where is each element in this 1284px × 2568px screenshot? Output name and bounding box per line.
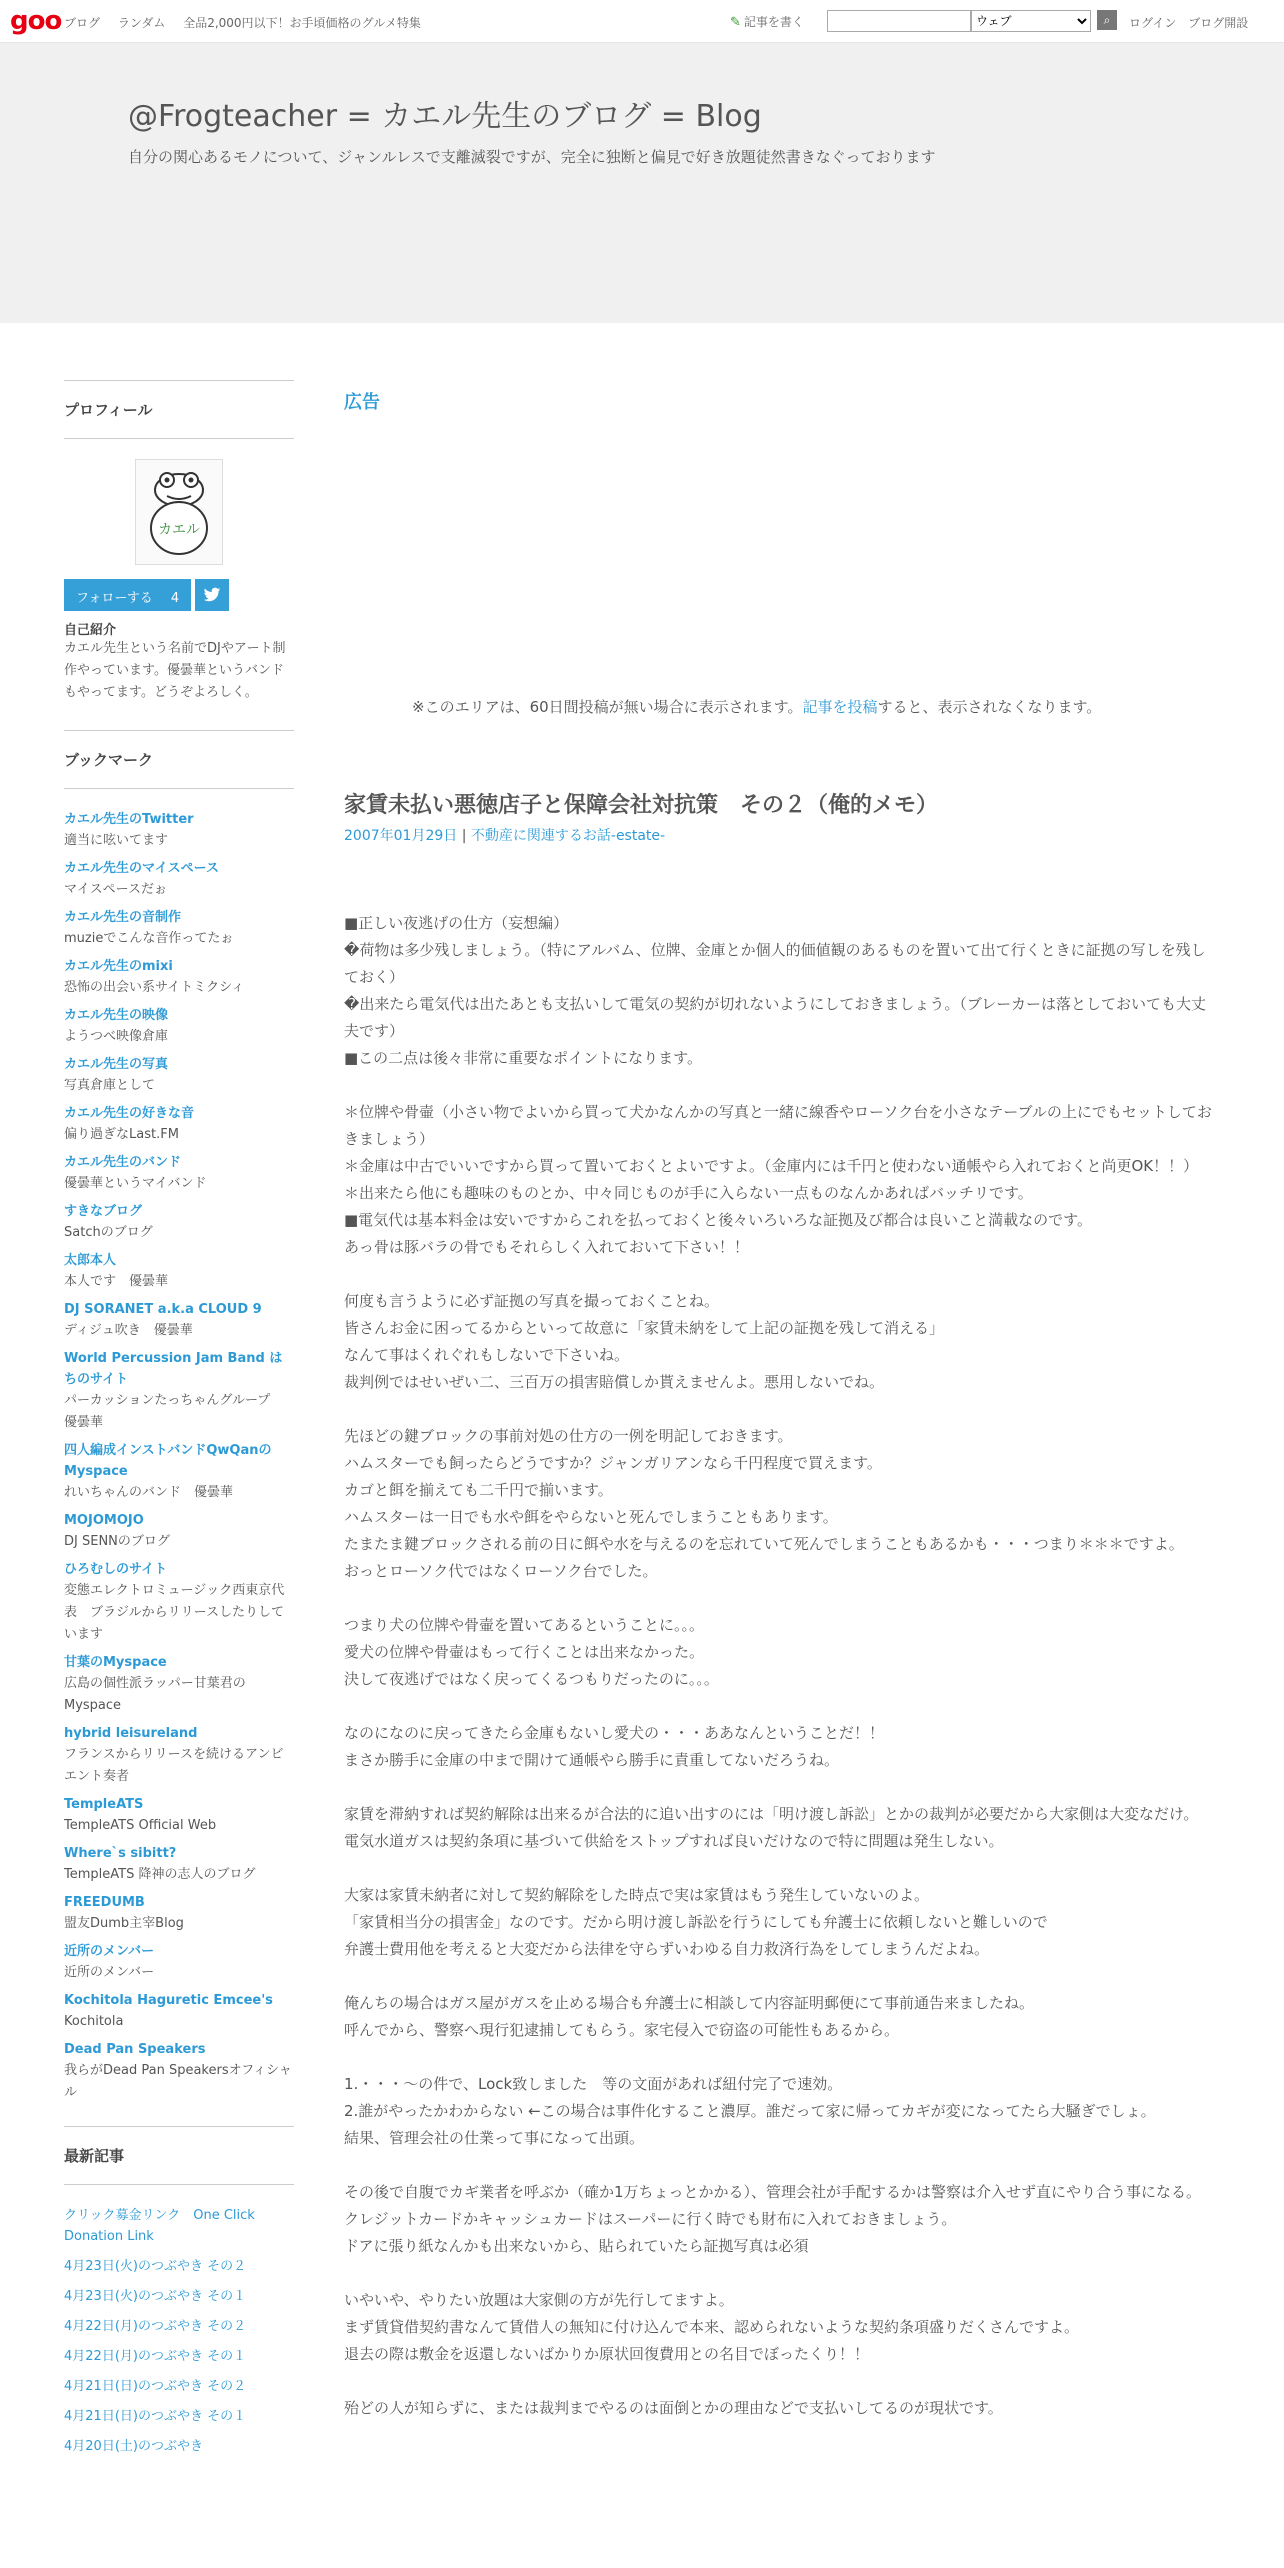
bookmark-item (64, 1990, 294, 2033)
bookmark-desc: マイスペースだぉ (64, 882, 167, 897)
bookmark-item (64, 1440, 294, 1504)
bookmark-item (64, 1794, 294, 1837)
post-paragraph: あっ骨は豚バラの骨でもそれらしく入れておいて下さい！！ (344, 1238, 749, 1256)
blog-start-link[interactable]: ブログ開設 (1188, 16, 1249, 30)
bookmark-link[interactable]: 四人編成インストバンドQwQanのMyspace (64, 1443, 272, 1479)
bookmark-desc: 盟友Dumb主宰Blog (64, 1916, 184, 1931)
recent-post-link[interactable]: 4月23日(火)のつぶやき その１ (64, 2289, 247, 2304)
bookmark-desc: 優曇華というマイバンド (64, 1176, 207, 1191)
post-paragraph: ＊出来たら他にも趣味のものとか、中々同じものが手に入らない一点ものなんかあればバッチリです。 (344, 1184, 1033, 1202)
bookmark-desc: 偏り過ぎなLast.FM (64, 1127, 179, 1142)
bookmark-link[interactable]: TempleATS (64, 1797, 144, 1812)
bookmark-item (64, 1152, 294, 1195)
bookmark-item (64, 1723, 294, 1788)
bookmark-item (64, 1652, 294, 1717)
top-link-blog[interactable]: ブログ (64, 16, 101, 30)
ad-title: 広告 (344, 392, 380, 413)
post-paragraph: ■電気代は基本料金は安いですからこれを払っておくと後々いろいろな証拠及び都合は良いこと満載なのです。 (344, 1211, 1092, 1229)
bookmark-item (64, 1250, 294, 1293)
bookmark-desc: 変態エレクトロミュージック西東京代表 ブラジルからリリースしたりしています (64, 1583, 285, 1642)
recent-post-link[interactable]: 4月21日(日)のつぶやき その２ (64, 2379, 247, 2394)
recent-post-link[interactable]: 4月21日(日)のつぶやき その１ (64, 2409, 247, 2424)
post-paragraph: ハムスターは一日でも水や餌をやらないと死んでしまうこともあります。 (344, 1508, 838, 1526)
follow-label: フォローする (76, 591, 153, 606)
bookmark-desc: フランスからリリースを続けるアンビエント奏者 (64, 1747, 284, 1784)
post-paragraph: �出来たら電気代は出たあとも支払いして電気の契約が切れないようにしておきましょう。（ブレーカーは落としておいても大丈夫です） (344, 995, 1206, 1040)
follow-row (64, 579, 294, 611)
bookmark-item (64, 1559, 294, 1646)
post-paragraph: ■正しい夜逃げの仕方（妄想編） (344, 914, 569, 932)
post-date[interactable]: 2007年01月29日 (344, 828, 458, 844)
sidebar (64, 380, 294, 2466)
bookmark-link[interactable]: 近所のメンバー (64, 1944, 155, 1959)
search-button[interactable] (1097, 10, 1117, 30)
post-paragraph: 1.・・・～の件で、Lock致しました 等の文面があれば紐付完了で速効。 (344, 2075, 843, 2093)
recent-title: 最新記事 (64, 2126, 294, 2185)
post-paragraph: 「家賃相当分の損害金」なのです。だから明け渡し訴訟を行うにしても弁護士に依頼しないと難しいので (344, 1913, 1048, 1931)
bookmark-link[interactable]: 太郎本人 (64, 1253, 117, 1268)
post-paragraph: 大家は家賃未納者に対して契約解除をした時点で実は家賃はもう発生していないのよ。 (344, 1886, 930, 1904)
ad-note (412, 696, 1101, 717)
bookmark-list (64, 809, 294, 2104)
bookmark-desc: パーカッションたっちゃんグループ 優曇華 (64, 1393, 284, 1430)
bookmark-desc: TempleATS 降神の志人のブログ (64, 1867, 256, 1882)
bookmark-desc: Satchのブログ (64, 1225, 153, 1240)
paragraph-gap (344, 1072, 1214, 1099)
recent-post-link[interactable]: 4月23日(火)のつぶやき その２ (64, 2259, 247, 2274)
post-meta (344, 825, 665, 845)
paragraph-gap (344, 1774, 1214, 1801)
ad-note-after: すると、表示されなくなります。 (877, 698, 1102, 716)
avatar[interactable] (135, 459, 223, 565)
search-scope-select[interactable] (971, 10, 1091, 32)
recent-post-link[interactable]: 4月20日(土)のつぶやき (64, 2439, 203, 2454)
paragraph-gap (344, 1261, 1214, 1288)
post-paragraph: おっとローソク代ではなくローソク台でした。 (344, 1562, 658, 1580)
paragraph-gap (344, 2368, 1214, 2395)
ad-note-link[interactable]: 記事を投稿 (802, 698, 878, 716)
post-paragraph: 家賃を滞納すれば契約解除は出来るが合法的に追い出すのには「明け渡し訴訟」とかの裁判が必要だから大家側は大変なだけ。 (344, 1805, 1199, 1823)
bookmark-desc: TempleATS Official Web (64, 1818, 217, 1833)
bookmark-link[interactable]: カエル先生の映像 (64, 1008, 169, 1023)
write-post-link[interactable] (730, 13, 804, 30)
post-paragraph: ＊金庫は中古でいいですから買って置いておくとよいですよ。（金庫内には千円と使わない通帳やら入れておくと尚更OK！！） (344, 1157, 1199, 1175)
bookmark-link[interactable]: カエル先生の写真 (64, 1057, 169, 1072)
post-paragraph: �荷物は多少残しましょう。（特にアルバム、位牌、金庫とか個人的価値観のあるものを置いて出て行くときに証拠の写しを残しておく） (344, 941, 1206, 986)
post-paragraph: なんて事はくれぐれもしないで下さいね。 (344, 1346, 630, 1364)
bookmark-link[interactable]: World Percussion Jam Band はちのサイト (64, 1351, 283, 1387)
bookmark-item (64, 1299, 294, 1342)
post-paragraph: クレジットカードかキャッシュカードはスーパーに行く時でも財布に入れておきましょう。 (344, 2210, 957, 2228)
bookmark-link[interactable]: DJ SORANET a.k.a CLOUD 9 (64, 1302, 262, 1317)
post-paragraph: なのになのに戻ってきたら金庫もないし愛犬の・・・ああなんということだ！！ (344, 1724, 885, 1742)
post-paragraph: 弁護士費用他を考えると大変だから法律を守らずいわゆる自力救済行為をしてしまうんだよね。 (344, 1940, 990, 1958)
post-category[interactable]: 不動産に関連するお話-estate- (470, 828, 666, 844)
bookmark-link[interactable]: MOJOMOJO (64, 1513, 144, 1528)
top-links-right (1129, 14, 1256, 31)
post-paragraph: カゴと餌を揃えても二千円で揃います。 (344, 1481, 613, 1499)
paragraph-gap (344, 1585, 1214, 1612)
post-paragraph: つまり犬の位牌や骨壷を置いてあるということに。。。 (344, 1616, 705, 1634)
bookmark-item (64, 1201, 294, 1244)
blog-header (0, 43, 1284, 323)
post-paragraph: 電気水道ガスは契約条項に基づいて供給をストップすれば良いだけなので特に問題は発生しない。 (344, 1832, 1004, 1850)
bookmark-item (64, 809, 294, 852)
pen-icon: ✎ (730, 15, 741, 30)
post-paragraph: まず賃貸借契約書なんて賃借人の無知に付け込んで本来、認められないような契約条項盛りだくさんですよ。 (344, 2318, 1080, 2336)
bookmark-desc: れいちゃんのバンド 優曇華 (64, 1485, 234, 1500)
bookmark-item (64, 907, 294, 950)
ad-note-before: ※このエリアは、60日間投稿が無い場合に表示されます。 (412, 698, 803, 716)
bookmark-desc: muzieでこんな音作ってたぉ (64, 931, 234, 946)
blog-title[interactable]: @Frogteacher = カエル先生のブログ = Blog (128, 99, 762, 134)
bookmark-desc: 我らがDead Pan Speakersオフィシャル (64, 2063, 292, 2100)
bookmark-item (64, 858, 294, 901)
paragraph-gap (344, 2260, 1214, 2287)
bookmark-link[interactable]: hybrid leisureland (64, 1726, 198, 1741)
top-bar (0, 0, 1284, 43)
recent-post-link[interactable]: 4月22日(月)のつぶやき その２ (64, 2319, 247, 2334)
post-paragraph: 何度も言うように必ず証拠の写真を撮っておくことね。 (344, 1292, 720, 1310)
bookmark-desc: ようつべ映像倉庫 (64, 1029, 169, 1044)
post-paragraph: 俺んちの場合はガス屋がガスを止める場合も弁護士に相談して内容証明郵便にて事前通告来ましたね。 (344, 1994, 1035, 2012)
paragraph-gap (344, 2152, 1214, 2179)
post-paragraph: ■この二点は後々非常に重要なポイントになります。 (344, 1049, 702, 1067)
bookmark-desc: 写真倉庫として (64, 1078, 156, 1093)
recent-post-link[interactable]: 4月22日(月)のつぶやき その１ (64, 2349, 247, 2364)
paragraph-gap (344, 2044, 1214, 2071)
twitter-icon (203, 587, 221, 603)
bookmark-desc: 恐怖の出会い系サイトミクシィ (64, 980, 245, 995)
post-paragraph: その後で自腹でカギ業者を呼ぶか（確か1万ちょっとかかる）、管理会社が手配するかは警察は介入せず直にやり合う事になる。 (344, 2183, 1202, 2201)
bookmark-link[interactable]: 甘葉のMyspace (64, 1655, 167, 1670)
bookmark-desc: ディジュ吹き 優曇華 (64, 1323, 193, 1338)
goo-logo[interactable]: goo (10, 6, 62, 36)
frog-avatar-icon (139, 464, 219, 560)
bookmark-link[interactable]: すきなブログ (64, 1204, 143, 1219)
bookmark-link[interactable]: カエル先生のマイスペース (64, 861, 219, 876)
self-intro-label: 自己紹介 (64, 623, 117, 638)
bookmark-item (64, 1843, 294, 1886)
top-link-gourmet[interactable]: 全品2,000円以下！お手頃価格のグルメ特集 (183, 16, 421, 30)
post-paragraph: 皆さんお金に困ってるからといって故意に「家賃未納をして上記の証拠を残して消える」 (344, 1319, 945, 1337)
bookmark-link[interactable]: カエル先生の好きな音 (64, 1106, 195, 1121)
bookmark-item (64, 1941, 294, 1984)
paragraph-gap (344, 1963, 1214, 1990)
meta-separator: | (461, 828, 471, 844)
post-body (344, 910, 1214, 2422)
paragraph-gap (344, 1693, 1214, 1720)
search-icon: ⌕ (1103, 13, 1111, 27)
bookmark-desc: 近所のメンバー (64, 1965, 155, 1980)
bookmark-desc: 適当に呟いてます (64, 833, 169, 848)
post-paragraph: 退去の際は敷金を返還しないばかりか原状回復費用との名目でぼったくり！！ (344, 2345, 870, 2363)
post-paragraph: ハムスターでも飼ったらどうですか？ジャンガリアンなら千円程度で買えます。 (344, 1454, 882, 1472)
post-paragraph: 2.誰がやったかわからない ←この場合は事件化すること濃厚。誰だって家に帰ってカギが変になってたら大騒ぎでしょ。 (344, 2102, 1156, 2120)
recent-post-link[interactable]: クリック募金リンク One Click Donation Link (64, 2208, 255, 2244)
self-intro-text: カエル先生という名前でDJやアート制作やっています。優曇華というバンドもやってます。どうぞよろしく。 (64, 641, 286, 700)
bookmark-item (64, 1005, 294, 1048)
bookmark-link[interactable]: カエル先生の音制作 (64, 910, 182, 925)
main-content (344, 380, 1214, 2417)
post-paragraph: 結果、管理会社の仕業って事になって出頭。 (344, 2129, 645, 2147)
bookmark-item (64, 1892, 294, 1935)
post-paragraph: ドアに張り紙なんかも出来ないから、貼られていたら証拠写真は必須 (344, 2237, 809, 2255)
post-paragraph: ＊位牌や骨壷（小さい物でよいから買って犬かなんかの写真と一緒に線香やローソク台を小さなテーブルの上にでもセットしておきましょう） (344, 1103, 1212, 1148)
login-link[interactable]: ログイン (1129, 16, 1177, 30)
search-input[interactable] (827, 10, 971, 32)
write-post-label: 記事を書く (743, 15, 804, 29)
follow-button[interactable] (64, 579, 191, 611)
post-paragraph: 呼んでから、警察へ現行犯逮捕してもらう。家宅侵入で窃盗の可能性もあるから。 (344, 2021, 900, 2039)
post-paragraph: 愛犬の位牌や骨壷はもって行くことは出来なかった。 (344, 1643, 705, 1661)
bookmark-desc: Kochitola (64, 2014, 124, 2029)
bookmark-desc: 広島の個性派ラッパー甘葉君のMyspace (64, 1676, 246, 1713)
post-title[interactable]: 家賃未払い悪徳店子と保障会社対抗策 その２（俺的メモ） (344, 793, 939, 818)
post-paragraph: 裁判例ではせいぜい二、三百万の損害賠償しか貰えませんよ。悪用しないでね。 (344, 1373, 885, 1391)
bookmark-link[interactable]: FREEDUMB (64, 1895, 145, 1910)
bookmark-link[interactable]: Dead Pan Speakers (64, 2042, 206, 2057)
bookmark-link[interactable]: カエル先生のバンド (64, 1155, 182, 1170)
top-links (64, 14, 435, 31)
bookmark-item (64, 2039, 294, 2104)
bookmark-link[interactable]: カエル先生のTwitter (64, 812, 194, 827)
bookmark-link[interactable]: カエル先生のmixi (64, 959, 173, 974)
top-link-random[interactable]: ランダム (117, 16, 166, 30)
follow-count: 4 (170, 591, 180, 606)
bookmark-desc: 本人です 優曇華 (64, 1274, 169, 1289)
bookmark-item (64, 956, 294, 999)
profile-title: プロフィール (64, 380, 294, 439)
recent-list (64, 2205, 294, 2457)
post-paragraph: いやいや、やりたい放題は大家側の方が先行してますよ。 (344, 2291, 734, 2309)
paragraph-gap (344, 1855, 1214, 1882)
bookmark-item (64, 1510, 294, 1553)
post-paragraph: 殆どの人が知らずに、または裁判までやるのは面倒とかの理由などで支払いしてるのが現状です。 (344, 2399, 1003, 2417)
avatar-text: カエル (158, 522, 200, 538)
bookmark-item (64, 1054, 294, 1097)
bookmark-item (64, 1103, 294, 1146)
post-paragraph: 決して夜逃げではなく戻ってくるつもりだったのに。。。 (344, 1670, 719, 1688)
bookmark-link[interactable]: Where`s sibitt? (64, 1846, 177, 1861)
post-paragraph: たまたま鍵ブロックされる前の日に餌や水を与えるのを忘れていて死んでしまうこともあるかも・・・つまり＊＊＊ですよ。 (344, 1535, 1184, 1553)
bookmark-item (64, 1348, 294, 1434)
bookmark-desc: DJ SENNのブログ (64, 1534, 170, 1549)
bookmark-link[interactable]: ひろむしのサイト (64, 1562, 168, 1577)
post-paragraph: 先ほどの鍵ブロックの事前対処の仕方の一例を明記しておきます。 (344, 1427, 793, 1445)
post-paragraph: まさか勝手に金庫の中まで開けて通帳やら勝手に責重してないだろうね。 (344, 1751, 840, 1769)
bookmark-link[interactable]: Kochitola Haguretic Emcee's (64, 1993, 273, 2008)
twitter-button[interactable] (195, 579, 229, 611)
bookmark-title: ブックマーク (64, 730, 294, 789)
blog-description: 自分の関心あるモノについて、ジャンルレスで支離滅裂ですが、完全に独断と偏見で好き放題徒然書きなぐっております (128, 148, 936, 166)
paragraph-gap (344, 1396, 1214, 1423)
